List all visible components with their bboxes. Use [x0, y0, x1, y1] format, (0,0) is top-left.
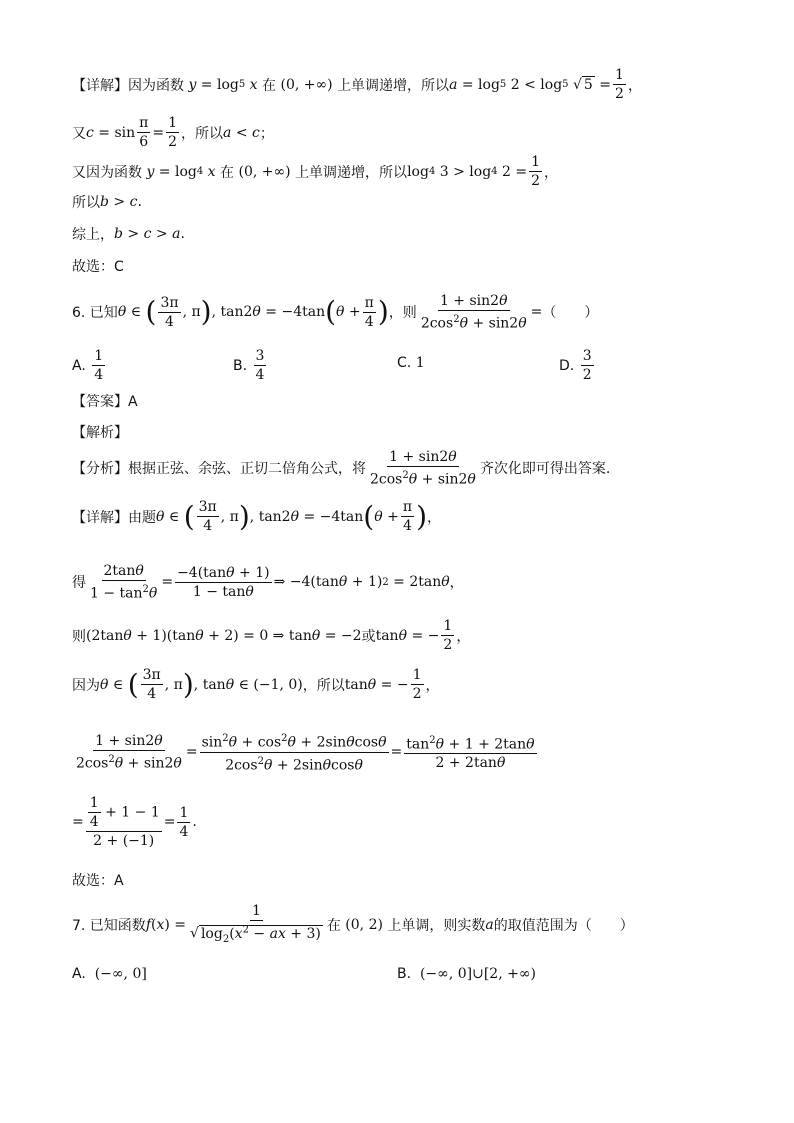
- q6-detail-line6: = $\frac{1}{4}$ + 1 − 1 2 + (−1) = $\frac{1}{4}$ .: [72, 795, 197, 849]
- q6-detail-line1: 【详解】 由题 θ ∈ ( $\frac{3\pi}{4}$ , π ) , tan2 θ = −4tan ( θ + $\frac{\pi}{4}$ ) ，: [72, 499, 441, 534]
- q6-conclusion: 故选：A: [72, 873, 124, 889]
- q7-option-a[interactable]: A. (−∞, 0]: [72, 966, 147, 982]
- q6-option-a[interactable]: A. $\frac{1}{4}$: [72, 348, 104, 383]
- q6-option-c[interactable]: C. 1: [397, 355, 425, 371]
- q6-detail-line4: 因为 θ ∈ ( $\frac{3\pi}{4}$ , π ) , tan θ ∈ (−1, 0) ，所以 tan θ = − $\frac{1}{2}$ ，: [72, 667, 440, 702]
- q6-fenxi: 【分析】 根据正弦、余弦、正切二倍角公式，将 $\frac{1 + \sin 2\theta}{2\cos^2\theta + \sin 2\theta}$ 齐次化即可得出答案.: [72, 449, 611, 488]
- q7-stem: 7. 已知函数 f ( x ) = $\frac{1}{√ \log_2(x^2 - ax + 3)}$ 在 (0, 2) 上单调，则实数 a 的取值范围为（ ）: [72, 903, 634, 945]
- q5-conclusion: 故选：C: [72, 259, 124, 275]
- q6-detail-line2: 得 $\frac{2\tan\theta}{1 - \tan^2\theta}$ = $\frac{-4(\tan\theta + 1)}{1 - \tan\theta}$ ⇒ −4(tan θ + 1) 2 = 2tan θ ，: [72, 563, 464, 602]
- q5-detail-line5: 综上， b > c > a .: [72, 226, 185, 243]
- q5-detail-line1: 【详解】 因为函数 y = log 5 x 在 (0, +∞) 上单调递增，所以 a = log 5 2 < log 5 √ 5 = $\frac{1}{2}$ ，: [72, 67, 642, 102]
- q6-option-b[interactable]: B. $\frac{3}{4}$: [233, 348, 265, 383]
- q6-detail-line5: $\frac{1 + \sin 2\theta}{2\cos^2\theta + \sin 2\theta}$ = $\frac{\sin^2\theta + \cos^2\theta + 2\sin\theta\cos\theta}{2\cos^2\theta + 2\sin\theta\cos\theta}$ = $\frac{\tan^2\theta + 1 + 2\tan\theta}{2 + 2\tan\theta}$: [72, 730, 539, 774]
- q6-option-d[interactable]: D. $\frac{3}{2}$: [559, 348, 592, 383]
- q5-detail-line3: 又因为函数 y = log 4 x 在 (0, +∞) 上单调递增，所以 log 4 3 > log 4 2 = $\frac{1}{2}$ ，: [72, 154, 559, 189]
- q5-detail-line2: 又 c = sin $\frac{\pi}{6}$ = $\frac{1}{2}$ ，所以 a < c ；: [72, 115, 274, 150]
- q6-detail-line3: 则 (2tan θ + 1)(tan θ + 2) = 0 ⇒ tan θ = −2 或 tan θ = − $\frac{1}{2}$ ，: [72, 618, 471, 653]
- q6-answer: 【答案】A: [72, 394, 138, 410]
- q5-detail-line4: 所以 b > c .: [72, 194, 142, 211]
- q7-option-b[interactable]: B. (−∞, 0]∪[2, +∞): [397, 966, 536, 982]
- detail-label: 【详解】: [72, 77, 128, 94]
- q6-analysis-label: 【解析】: [72, 425, 128, 441]
- q6-stem: 6. 已知 θ ∈ ( $\frac{3\pi}{4}$ , π ) , tan2 θ = −4tan ( θ + $\frac{\pi}{4}$ ) ，则 $\frac{1 + \sin 2\theta}{2\cos^2\theta + \sin 2\theta}$ = （ ）: [72, 293, 599, 332]
